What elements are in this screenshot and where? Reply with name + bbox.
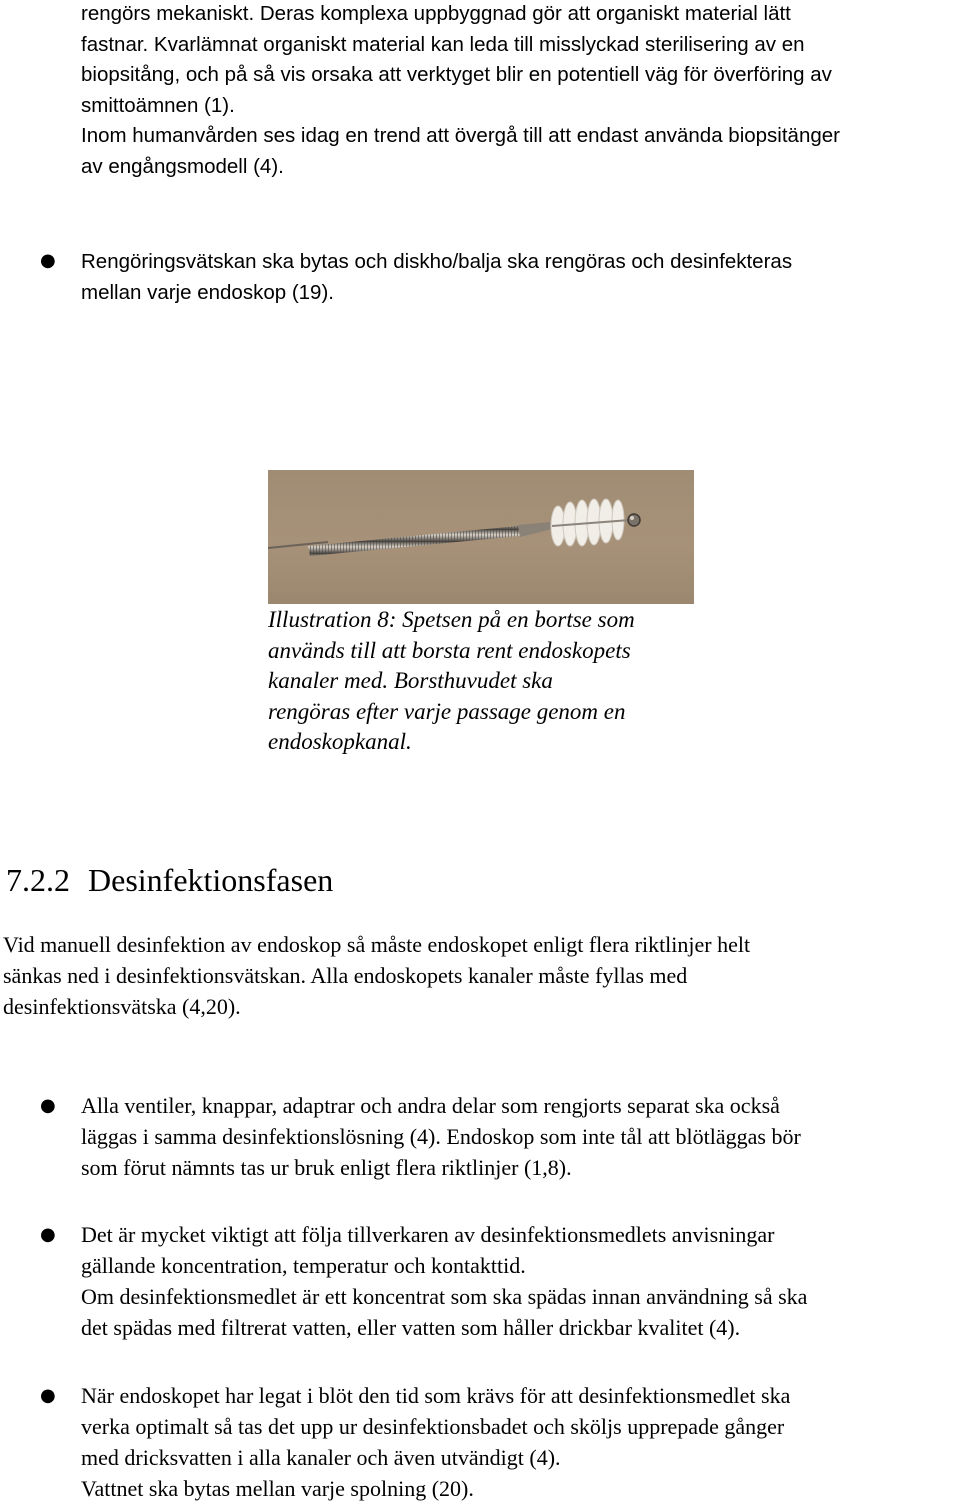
bullet-1-line: mellan varje endoskop (19).: [81, 281, 334, 304]
bullet-4-line: Vattnet ska bytas mellan varje spolning (20).: [81, 1476, 474, 1501]
caption-line: endoskopkanal.: [268, 729, 412, 754]
bullet-3-line: det spädas med filtrerat vatten, eller vatten som håller drickbar kvalitet (4).: [81, 1315, 741, 1340]
bullet-2-line: läggas i samma desinfektionslösning (4). Endoskop som inte tål att blötläggas bör: [81, 1124, 801, 1149]
top-paragraph-line: Inom humanvården ses idag en trend att övergå till att endast använda biopsitänger: [81, 124, 840, 148]
intro-line: sänkas ned i desinfektionsvätskan. Alla endoskopets kanaler måste fyllas med: [3, 963, 688, 988]
caption-line: Illustration 8: Spetsen på en bortse som: [268, 607, 635, 632]
bullet-4-line: När endoskopet har legat i blöt den tid som krävs för att desinfektionsmedlet ska: [81, 1383, 791, 1408]
section-title: Desinfektionsfasen: [88, 862, 334, 898]
top-paragraph-line: smittoämnen (1).: [81, 93, 235, 117]
bullet-3-line: Det är mycket viktigt att följa tillverkaren av desinfektionsmedlets anvisningar: [81, 1222, 775, 1247]
intro-line: Vid manuell desinfektion av endoskop så måste endoskopet enligt flera riktlinjer helt: [3, 932, 751, 957]
bullet-1-line: Rengöringsvätskan ska bytas och diskho/balja ska rengöras och desinfekteras: [81, 250, 793, 273]
section-number: 7.2.2: [6, 862, 70, 898]
brush-photo: [268, 470, 694, 604]
bullet-4-text: [81, 1380, 790, 1504]
figure-caption: [268, 605, 708, 758]
intro-line: desinfektionsvätska (4,20).: [3, 994, 241, 1019]
top-paragraph-line: fastnar. Kvarlämnat organiskt material kan leda till misslyckad sterilisering av en: [81, 32, 805, 56]
bullet-3-line: gällande koncentration, temperatur och kontakttid.: [81, 1253, 526, 1278]
intro-paragraph: [3, 929, 750, 1022]
top-paragraph-line: biopsitång, och på så vis orsaka att verktyget blir en potentiell väg för överföring av: [81, 63, 832, 87]
bullet-3-line: Om desinfektionsmedlet är ett koncentrat som ska spädas innan användning så ska: [81, 1284, 808, 1309]
top-paragraph: [81, 0, 840, 183]
top-paragraph-line: rengörs mekaniskt. Deras komplexa uppbyggnad gör att organiskt material lätt: [81, 2, 791, 25]
bullet-2-line: Alla ventiler, knappar, adaptrar och andra delar som rengjorts separat ska också: [81, 1093, 780, 1118]
bullet-icon: ●: [40, 1224, 56, 1245]
section-heading: [6, 858, 333, 902]
bullet-icon: ●: [40, 1095, 56, 1116]
top-paragraph-line: av engångsmodell (4).: [81, 154, 284, 178]
bullet-3-text: [81, 1219, 807, 1343]
bullet-4-line: verka optimalt så tas det upp ur desinfektionsbadet och sköljs upprepade gånger: [81, 1414, 785, 1439]
bullet-icon: ●: [40, 250, 56, 271]
bullet-4-line: med dricksvatten i alla kanaler och även utvändigt (4).: [81, 1445, 561, 1470]
bullet-2-text: [81, 1090, 801, 1183]
caption-line: rengöras efter varje passage genom en: [268, 698, 626, 724]
bullet-icon: ●: [40, 1385, 56, 1406]
caption-line: används till att borsta rent endoskopets: [268, 637, 631, 663]
brush-icon: [268, 470, 694, 604]
bullet-2-line: som förut nämnts tas ur bruk enligt flera riktlinjer (1,8).: [81, 1155, 572, 1180]
caption-line: kanaler med. Borsthuvudet ska: [268, 668, 553, 693]
bullet-1-text: [81, 246, 792, 308]
